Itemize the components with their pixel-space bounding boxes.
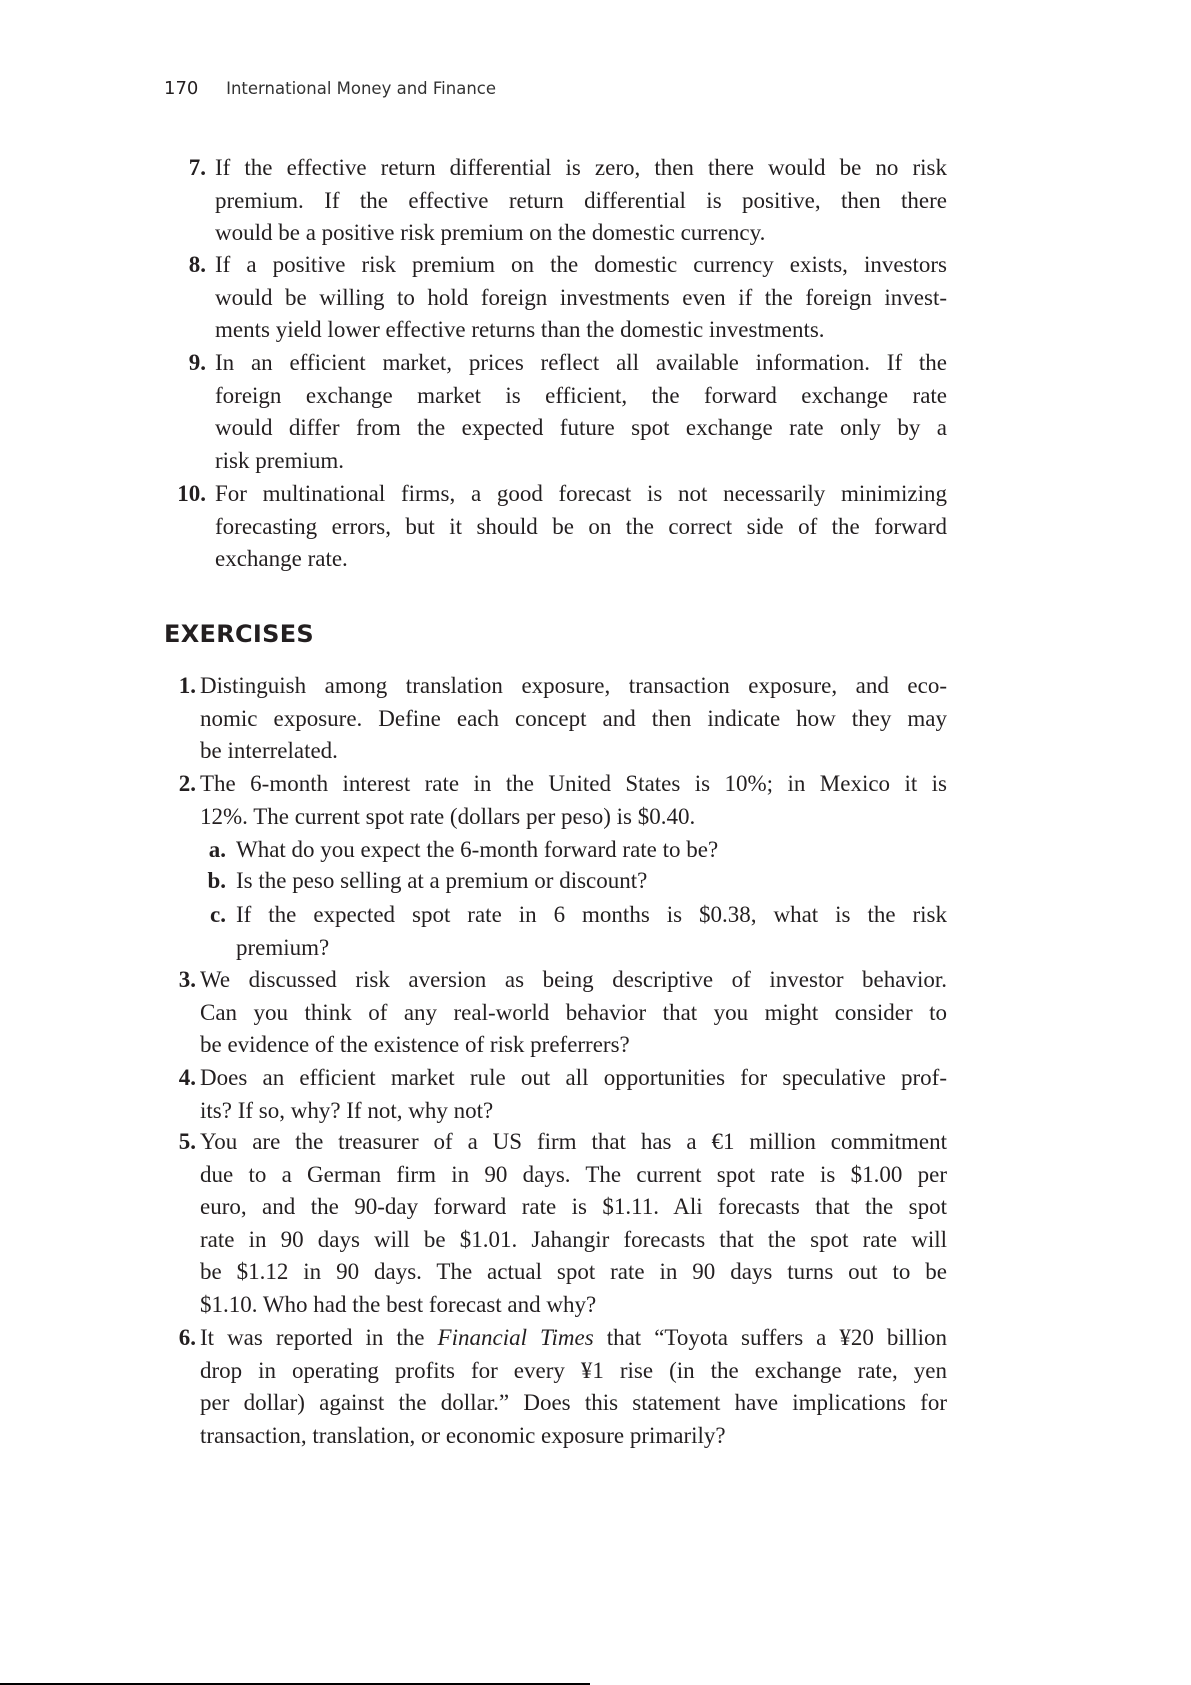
- text-line: foreign exchange market is efficient, the forward exchange rate: [215, 382, 947, 408]
- text-line: Distinguish among translation exposure, transaction exposure, and eco-: [200, 673, 947, 698]
- item-number: c.: [210, 902, 226, 927]
- item-number: 9.: [188, 350, 206, 375]
- item-number: 10.: [177, 481, 206, 506]
- text-line: nomic exposure. Define each concept and then indicate how they may: [200, 705, 947, 731]
- exercise-subitem: [208, 834, 947, 867]
- text-line: premium. If the effective return differential is positive, then there: [215, 187, 947, 213]
- text-line: What do you expect the 6-month forward rate to be?: [236, 837, 719, 862]
- summary-item: [177, 478, 947, 576]
- text-segment: that “Toyota suffers a ¥20 billion: [593, 1325, 947, 1350]
- text-line: In an efficient market, prices reflect all available information. If the: [215, 350, 947, 375]
- item-number: 6.: [178, 1325, 196, 1350]
- exercise-item: [178, 768, 947, 833]
- text-line: $1.10. Who had the best forecast and why?: [200, 1291, 597, 1317]
- text-line: If the effective return differential is zero, then there would be no risk: [215, 155, 947, 180]
- text-line: If the expected spot rate in 6 months is $0.38, what is the risk: [236, 902, 947, 927]
- text-segment: It was reported in the: [200, 1325, 438, 1350]
- text-line: The 6-month interest rate in the United States is 10%; in Mexico it is: [200, 771, 947, 796]
- item-number: 4.: [178, 1065, 196, 1090]
- item-number: 1.: [178, 673, 196, 698]
- text-line: risk premium.: [215, 447, 345, 473]
- text-line: transaction, translation, or economic exposure primarily?: [200, 1422, 726, 1448]
- text-line: exchange rate.: [215, 546, 348, 572]
- text-line: Does an efficient market rule out all opportunities for speculative prof-: [200, 1065, 947, 1090]
- text-line: its? If so, why? If not, why not?: [200, 1097, 494, 1123]
- running-header: [164, 78, 496, 99]
- text-line: premium?: [236, 934, 330, 960]
- exercise-item: [178, 1062, 947, 1127]
- text-line: ments yield lower effective returns than the domestic investments.: [215, 317, 825, 343]
- summary-item: [188, 152, 947, 250]
- item-number: 7.: [188, 155, 206, 180]
- item-number: b.: [207, 868, 226, 893]
- summary-item: [188, 347, 947, 477]
- text-line: would be willing to hold foreign investments even if the foreign invest-: [215, 284, 947, 310]
- item-number: 2.: [178, 771, 196, 796]
- text-line: due to a German firm in 90 days. The current spot rate is $1.00 per: [200, 1161, 947, 1187]
- text-line: be evidence of the existence of risk preferrers?: [200, 1032, 630, 1058]
- exercises-heading: EXERCISES: [164, 620, 314, 648]
- text-line: You are the treasurer of a US firm that has a €1 million commitment: [200, 1129, 947, 1154]
- text-line: Is the peso selling at a premium or discount?: [236, 868, 648, 893]
- exercise-subitem: [207, 865, 947, 898]
- text-line: would be a positive risk premium on the domestic currency.: [215, 220, 766, 246]
- text-line: euro, and the 90-day forward rate is $1.11. Ali forecasts that the spot: [200, 1194, 947, 1220]
- running-title: International Money and Finance: [226, 79, 497, 98]
- page-number: 170: [164, 78, 199, 99]
- exercise-item: [178, 1126, 947, 1322]
- text-line: Can you think of any real-world behavior that you might consider to: [200, 999, 947, 1025]
- exercise-item: [178, 964, 947, 1062]
- exercise-item: [178, 1322, 947, 1452]
- text-line: We discussed risk aversion as being descriptive of investor behavior.: [200, 967, 947, 992]
- text-line: per dollar) against the dollar.” Does this statement have implications for: [200, 1390, 947, 1416]
- exercise-subitem: [210, 899, 947, 964]
- exercise-item: [178, 670, 947, 768]
- item-number: 8.: [188, 252, 206, 277]
- text-line: rate in 90 days will be $1.01. Jahangir forecasts that the spot rate will: [200, 1226, 947, 1252]
- text-line: be interrelated.: [200, 738, 338, 764]
- item-number: 3.: [178, 967, 196, 992]
- text-line: For multinational firms, a good forecast is not necessarily minimizing: [215, 481, 947, 506]
- item-number: a.: [208, 837, 226, 862]
- text-line: 12%. The current spot rate (dollars per peso) is $0.40.: [200, 803, 696, 829]
- text-line: forecasting errors, but it should be on the correct side of the forward: [215, 513, 947, 539]
- text-line: be $1.12 in 90 days. The actual spot rate in 90 days turns out to be: [200, 1259, 947, 1285]
- item-number: 5.: [178, 1129, 196, 1154]
- text-line: drop in operating profits for every ¥1 rise (in the exchange rate, yen: [200, 1357, 947, 1383]
- text-line: [200, 1322, 947, 1355]
- text-line: would differ from the expected future spot exchange rate only by a: [215, 415, 947, 441]
- summary-item: [188, 249, 947, 347]
- italic-title: Financial Times: [437, 1325, 594, 1350]
- text-line: If a positive risk premium on the domestic currency exists, investors: [215, 252, 947, 277]
